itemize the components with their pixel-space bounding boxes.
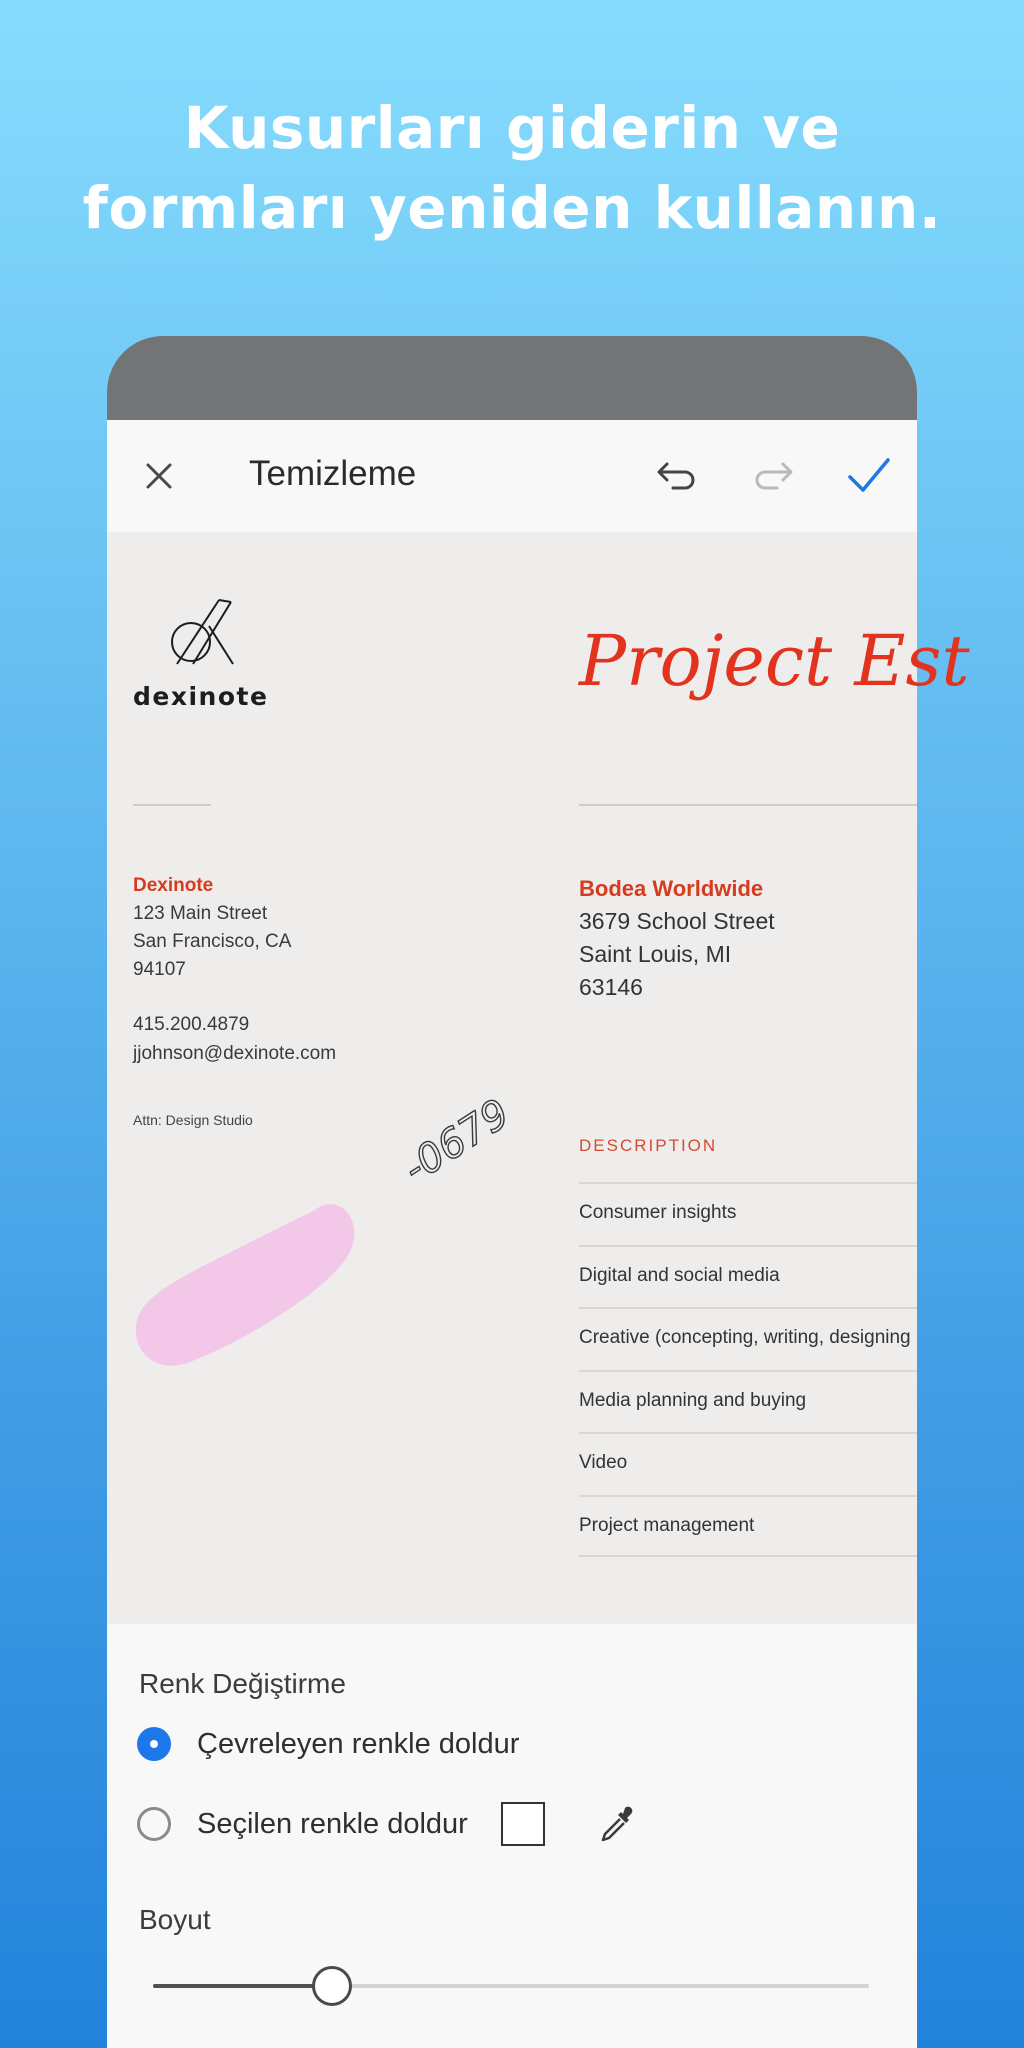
undo-icon — [655, 456, 699, 496]
slider-thumb[interactable] — [312, 1966, 352, 2006]
sender-city: San Francisco, CA — [133, 931, 292, 952]
eyedropper-icon[interactable] — [595, 1802, 639, 1846]
slider-fill — [153, 1984, 332, 1988]
logo-text: dexinote — [133, 682, 269, 711]
sender-street: 123 Main Street — [133, 903, 268, 924]
headline-line-2: formları yeniden kullanın. — [82, 174, 942, 242]
top-app-bar — [107, 420, 917, 532]
phone-frame — [107, 336, 970, 2048]
attention-line: Attn: Design Studio — [133, 1112, 253, 1128]
handwritten-text: -0679 — [395, 1090, 518, 1193]
redo-icon — [751, 456, 795, 496]
divider — [133, 804, 211, 806]
description-row: Creative (concepting, writing, designing — [579, 1307, 917, 1370]
promo-headline — [0, 88, 1024, 248]
check-icon — [845, 454, 893, 498]
dexinote-logo-icon — [163, 596, 241, 674]
close-button[interactable] — [141, 458, 177, 494]
fill-selected-label: Seçilen renkle doldur — [197, 1807, 468, 1840]
description-row: Consumer insights — [579, 1182, 917, 1245]
sender-zip: 94107 — [133, 959, 186, 980]
document-title: Project Est — [579, 620, 970, 702]
description-row: Digital and social media — [579, 1245, 917, 1308]
radio-unchecked-icon[interactable] — [137, 1807, 171, 1841]
sender-address — [133, 872, 291, 984]
screen-title: Temizleme — [249, 454, 417, 493]
sender-contact — [133, 1010, 336, 1068]
description-list — [579, 1182, 917, 1557]
recipient-address — [579, 872, 775, 1004]
redo-button[interactable] — [751, 456, 795, 496]
app-screen — [107, 420, 970, 2048]
done-button[interactable] — [845, 454, 893, 498]
radio-checked-icon[interactable] — [137, 1727, 171, 1761]
fill-selected-option[interactable] — [137, 1804, 468, 1844]
description-row: Video — [579, 1432, 917, 1495]
options-panel — [107, 1624, 917, 2048]
fill-surrounding-label: Çevreleyen renkle doldur — [197, 1727, 520, 1760]
fill-surrounding-option[interactable] — [137, 1724, 519, 1764]
sender-name: Dexinote — [133, 875, 214, 896]
size-label: Boyut — [139, 1904, 211, 1935]
close-icon — [145, 462, 173, 490]
recipient-name: Bodea Worldwide — [579, 876, 764, 901]
size-slider[interactable] — [153, 1964, 869, 2008]
recipient-street: 3679 School Street — [579, 908, 775, 934]
cleanup-highlight-stroke — [125, 1180, 355, 1420]
description-header: DESCRIPTION — [579, 1136, 718, 1155]
undo-button[interactable] — [655, 456, 699, 496]
description-row: Media planning and buying — [579, 1370, 917, 1433]
document-preview[interactable] — [107, 532, 970, 1624]
recipient-city: Saint Louis, MI — [579, 941, 732, 967]
color-swatch[interactable] — [501, 1802, 545, 1846]
recipient-zip: 63146 — [579, 974, 643, 1000]
divider — [579, 804, 917, 806]
color-change-label: Renk Değiştirme — [139, 1668, 346, 1699]
sender-email: jjohnson@dexinote.com — [133, 1043, 337, 1064]
sender-phone: 415.200.4879 — [133, 1014, 250, 1035]
headline-line-1: Kusurları giderin ve — [183, 94, 841, 162]
description-row: Project management — [579, 1495, 917, 1558]
